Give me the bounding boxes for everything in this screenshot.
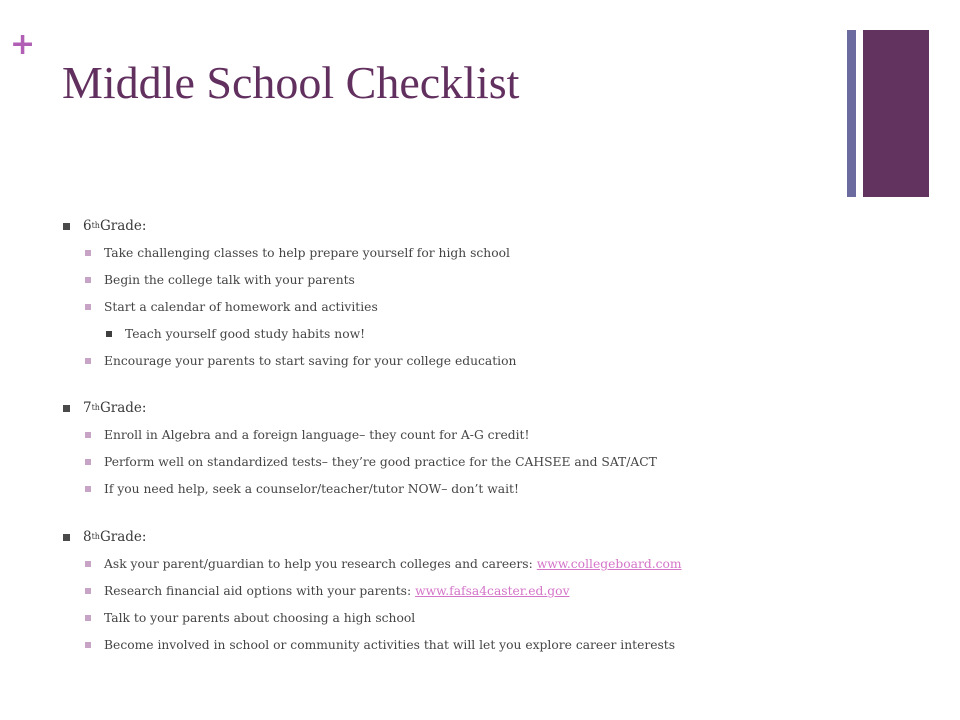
list-item-text: Perform well on standardized tests– they’re good practice for the CAHSEE and SAT/ACT — [104, 455, 657, 469]
accent-bar-wide — [863, 30, 929, 197]
bullet-square — [85, 561, 91, 567]
grade-heading: 8 th Grade: — [63, 527, 682, 547]
slide-title: Middle School Checklist — [62, 57, 520, 108]
list-item-text: Become involved in school or community activities that will let you explore career interests — [104, 638, 676, 652]
list-item-text: If you need help, seek a counselor/teacher/tutor NOW– don’t wait! — [104, 482, 519, 496]
list-item-text: Enroll in Algebra and a foreign language– they count for A-G credit! — [104, 428, 530, 442]
collegeboard-link[interactable]: www.collegeboard.com — [536, 557, 682, 571]
grade-section-8 — [63, 527, 682, 655]
grade-label: Grade: — [99, 529, 147, 545]
list-item — [63, 452, 657, 472]
list-item-text: Talk to your parents about choosing a high school — [104, 611, 416, 625]
grade-number: 8 — [83, 529, 92, 545]
bullet-square — [63, 534, 70, 541]
list-item-text: Take challenging classes to help prepare yourself for high school — [104, 246, 510, 260]
bullet-square — [85, 459, 91, 465]
bullet-square — [85, 486, 91, 492]
list-item-text: Start a calendar of homework and activities — [104, 300, 378, 314]
bullet-square — [85, 250, 91, 256]
bullet-square — [63, 405, 70, 412]
bullet-square — [85, 304, 91, 310]
list-item — [63, 608, 682, 628]
list-item — [63, 270, 516, 290]
list-item — [63, 635, 682, 655]
list-item — [63, 243, 516, 263]
fafsa4caster-link[interactable]: www.fafsa4caster.ed.gov — [415, 584, 570, 598]
list-item — [63, 554, 682, 574]
grade-number: 6 — [83, 218, 92, 234]
list-item-text: Begin the college talk with your parents — [104, 273, 355, 287]
bullet-square — [85, 277, 91, 283]
bullet-square — [85, 358, 91, 364]
list-item-text: Ask your parent/guardian to help you research colleges and careers: — [104, 557, 533, 571]
bullet-square — [63, 223, 70, 230]
grade-label: Grade: — [99, 400, 147, 416]
list-item — [63, 351, 516, 371]
list-item — [63, 479, 657, 499]
bullet-square — [106, 331, 112, 337]
list-sub-item — [63, 324, 516, 344]
plus-decoration: + — [10, 27, 36, 62]
grade-section-7 — [63, 398, 657, 499]
grade-heading: 7 th Grade: — [63, 398, 657, 418]
bullet-square — [85, 615, 91, 621]
grade-label: Grade: — [99, 218, 147, 234]
bullet-square — [85, 642, 91, 648]
list-item — [63, 425, 657, 445]
list-item-text: Encourage your parents to start saving for your college education — [104, 354, 517, 368]
bullet-square — [85, 432, 91, 438]
list-item-text: Teach yourself good study habits now! — [125, 327, 366, 341]
grade-heading: 6 th Grade: — [63, 216, 516, 236]
list-item — [63, 581, 682, 601]
grade-number: 7 — [83, 400, 92, 416]
accent-bar-thin — [847, 30, 856, 197]
list-item-text: Research financial aid options with your parents: — [104, 584, 412, 598]
list-item — [63, 297, 516, 317]
bullet-square — [85, 588, 91, 594]
grade-section-6 — [63, 216, 516, 371]
